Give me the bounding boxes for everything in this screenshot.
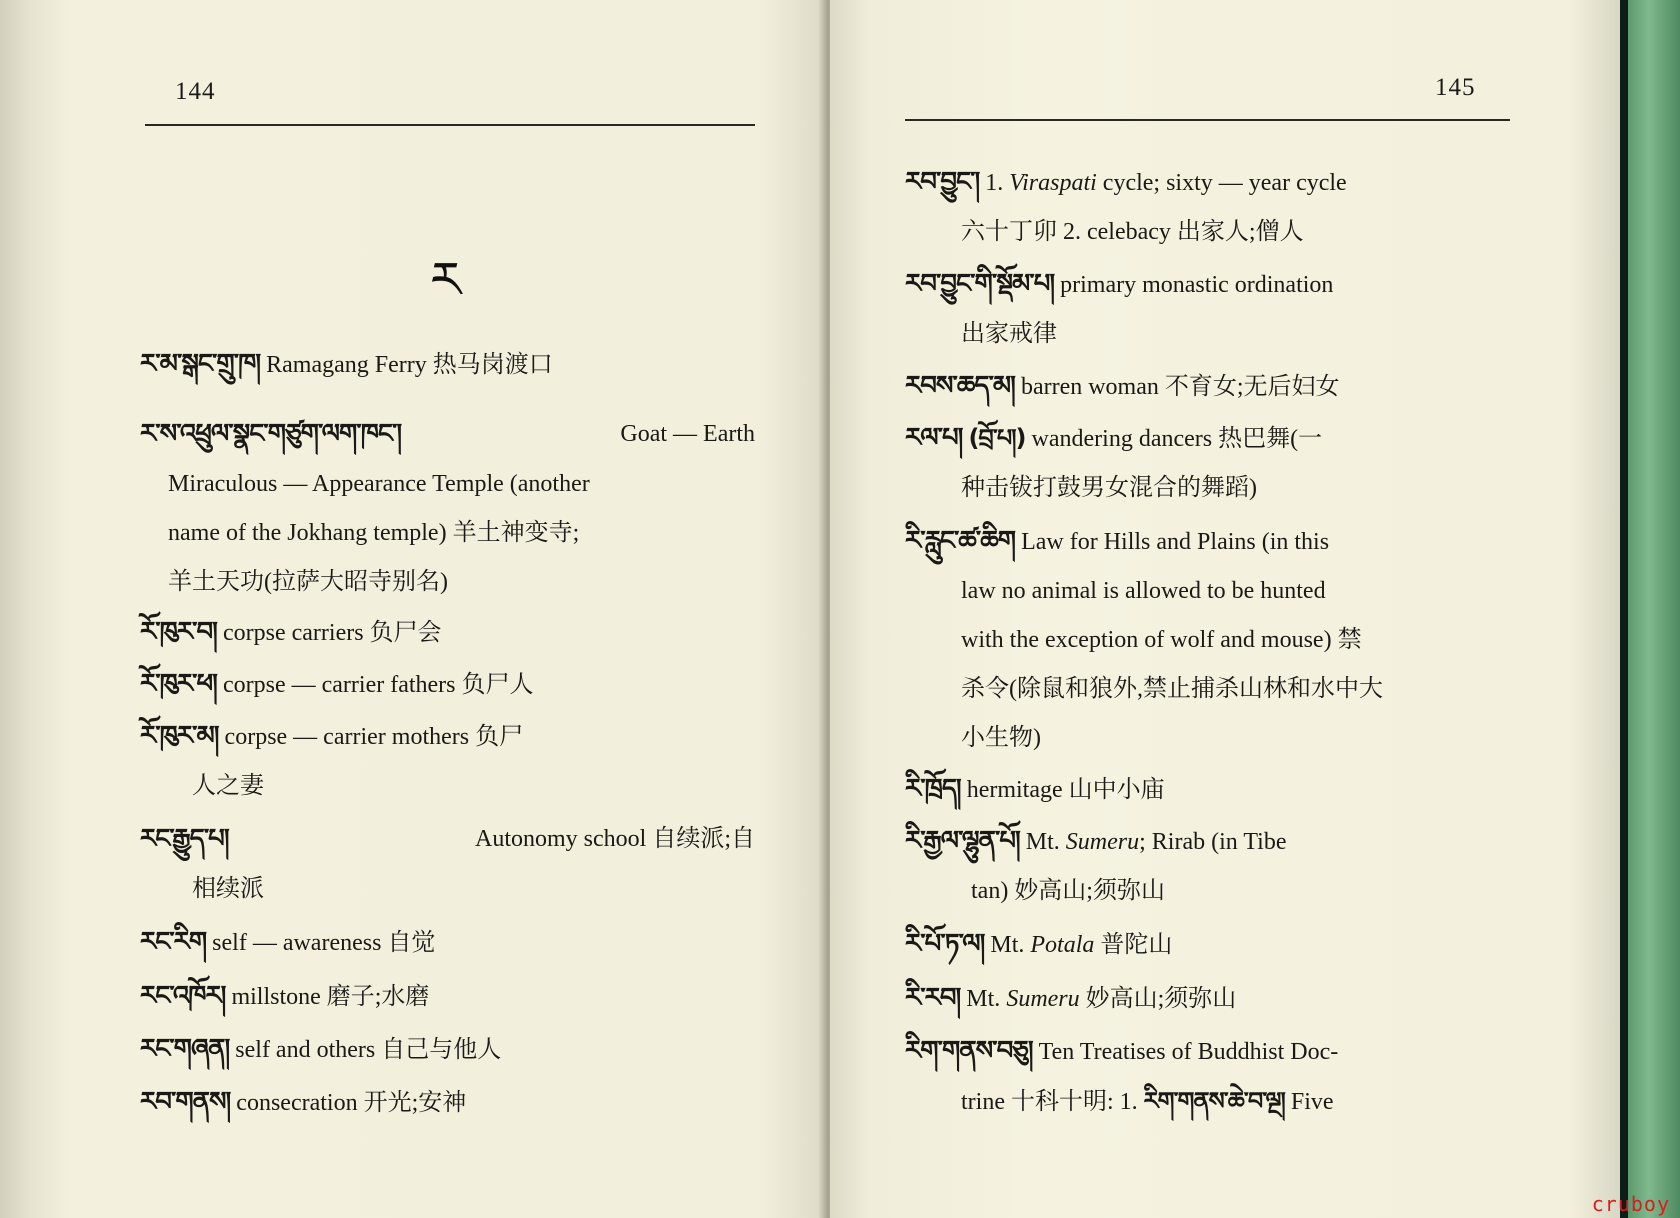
entry-text: Goat — Earth (620, 421, 755, 447)
dictionary-entry (905, 517, 1511, 763)
entry-text: 种击钹打鼓男女混合的舞蹈) (961, 475, 1257, 501)
dictionary-entry (140, 815, 755, 914)
entry-text: ; Rirab (in Tibe (1139, 829, 1287, 855)
entry-text: millstone 磨子;水磨 (231, 984, 430, 1010)
entry-tibetan: རབས་ཆད་མ། (905, 371, 1015, 401)
entry-tibetan: རི་རབ། (905, 983, 961, 1013)
entry-text-italic: Sumeru (1065, 829, 1140, 855)
entry-text: corpse — carrier mothers 负尸 (224, 724, 524, 750)
entry-text: barren woman 不育女;无后妇女 (1020, 374, 1340, 400)
entry-text: name of the Jokhang temple) 羊土神变寺; (168, 520, 580, 546)
entry-text: 相续派 (192, 876, 264, 902)
right-page (830, 0, 1620, 1218)
dictionary-entry (905, 1027, 1511, 1127)
entry-text: Mt. (990, 932, 1031, 958)
entry-text: self and others 自己与他人 (235, 1037, 502, 1063)
entry-text: consecration 开光;安神 (236, 1090, 467, 1116)
entry-text: primary monastic ordination (1060, 272, 1334, 298)
entry-text: 人之妻 (192, 773, 264, 799)
dictionary-entry (905, 817, 1511, 916)
entry-tibetan: རོ་ཁུར་མ། (140, 721, 219, 751)
header-rule (905, 119, 1510, 121)
dictionary-entry (140, 410, 755, 607)
scanner-watermark: cruboy (1591, 1192, 1670, 1216)
entry-text-italic: Sumeru (1006, 986, 1080, 1012)
entry-tibetan: རབ་བྱུང་གི་སྡོམ་པ། (905, 269, 1055, 299)
entry-text: self — awareness 自觉 (212, 930, 436, 956)
dictionary-entry (905, 974, 1236, 1024)
dictionary-entry (140, 712, 755, 811)
entry-tibetan: རོ་ཁུར་བ། (140, 617, 217, 647)
entry-text: corpse — carrier fathers 负尸人 (222, 672, 534, 698)
entry-text: 妙高山;须弥山 (1079, 986, 1237, 1012)
entry-tibetan: རིག་གནས་བཅུ། (905, 1036, 1033, 1066)
dictionary-entry (905, 765, 1165, 815)
dictionary-entry (140, 972, 429, 1022)
dictionary-entry (905, 260, 1511, 359)
dictionary-entry (140, 918, 435, 968)
entry-tibetan: རི་རྒྱལ་ལྷུན་པོ། (905, 826, 1020, 856)
header-rule (145, 124, 755, 126)
entry-text: 杀令(除鼠和狼外,禁止捕杀山林和水中大 (961, 676, 1383, 702)
entry-text: Five (1284, 1089, 1334, 1115)
entry-tibetan: རང་རིག (140, 927, 207, 957)
section-letter: ར (430, 251, 462, 309)
page-number: 145 (1435, 74, 1476, 101)
entry-text: Miraculous — Appearance Temple (another (168, 471, 590, 497)
entry-tibetan: རང་འཁོར། (140, 981, 226, 1011)
entry-tibetan: ར་མ་སྒང་གྲུ་ཁ། (140, 349, 261, 379)
entry-text: Ramagang Ferry 热马岗渡口 (266, 352, 553, 378)
entry-tibetan: རོ་ཁུར་ཕ། (140, 669, 217, 699)
entry-tibetan: རི་རླུང་ཚ་ཆིག (905, 526, 1016, 556)
entry-text: 六十丁卯 2. celebacy 出家人;僧人 (961, 219, 1304, 245)
entry-text: with the exception of wolf and mouse) 禁 (961, 627, 1362, 653)
entry-text: 普陀山 (1094, 932, 1173, 958)
entry-text-italic: Potala (1030, 932, 1095, 958)
dictionary-entry (140, 1078, 466, 1128)
entry-tibetan: རི་ཁྲོད། (905, 774, 961, 804)
entry-text: trine 十科十明: 1. (961, 1089, 1144, 1115)
entry-text: law no animal is allowed to be hunted (961, 578, 1326, 604)
entry-text: 小生物) (961, 725, 1041, 751)
dictionary-entry (140, 340, 553, 390)
entry-text: corpse carriers 负尸会 (222, 620, 442, 646)
dictionary-entry (905, 414, 1511, 513)
entry-text: 羊土天功(拉萨大昭寺别名) (168, 569, 448, 595)
entry-text: hermitage 山中小庙 (966, 777, 1165, 803)
dictionary-entry (140, 608, 442, 658)
entry-tibetan: རིག་གནས་ཆེ་བ་ལྔ། (1143, 1087, 1285, 1115)
dictionary-entry (140, 1025, 501, 1075)
entry-text: 出家戒律 (961, 321, 1057, 347)
dictionary-entry (905, 158, 1511, 257)
dictionary-entry (905, 362, 1340, 412)
entry-text: Mt. (966, 986, 1007, 1012)
entry-tibetan: རབ་བྱུང་། (905, 167, 980, 197)
left-page (0, 0, 830, 1218)
entry-text: tan) 妙高山;须弥山 (971, 878, 1165, 904)
entry-text: Law for Hills and Plains (in this (1021, 529, 1330, 555)
entry-tibetan: རང་རྒྱུད་པ། (140, 824, 229, 854)
book-spine-edge (1628, 0, 1680, 1218)
dictionary-entry (905, 920, 1172, 970)
entry-text-italic: Viraspati (1009, 170, 1097, 196)
entry-tibetan: རང་གཞན། (140, 1034, 230, 1064)
entry-text: 1. (985, 170, 1010, 196)
entry-tibetan: རབ་གནས། (140, 1087, 231, 1117)
page-number: 144 (175, 78, 216, 105)
entry-tibetan: རལ་པ། (905, 423, 963, 453)
entry-tibetan-paren: (བྲོ་པ།) (968, 424, 1026, 452)
entry-text: wandering dancers 热巴舞(一 (1031, 426, 1323, 452)
entry-text: Mt. (1025, 829, 1066, 855)
entry-tibetan: རི་པོ་ཏ་ལ། (905, 929, 985, 959)
entry-tibetan: ར་ས་འཕྲུལ་སྣང་གཙུག་ལག་ཁང་། (140, 419, 402, 449)
entry-text: cycle; sixty — year cycle (1096, 170, 1347, 196)
entry-text: Autonomy school 自续派;自 (475, 826, 755, 852)
entry-text: Ten Treatises of Buddhist Doc- (1038, 1039, 1339, 1065)
dictionary-entry (140, 660, 534, 710)
